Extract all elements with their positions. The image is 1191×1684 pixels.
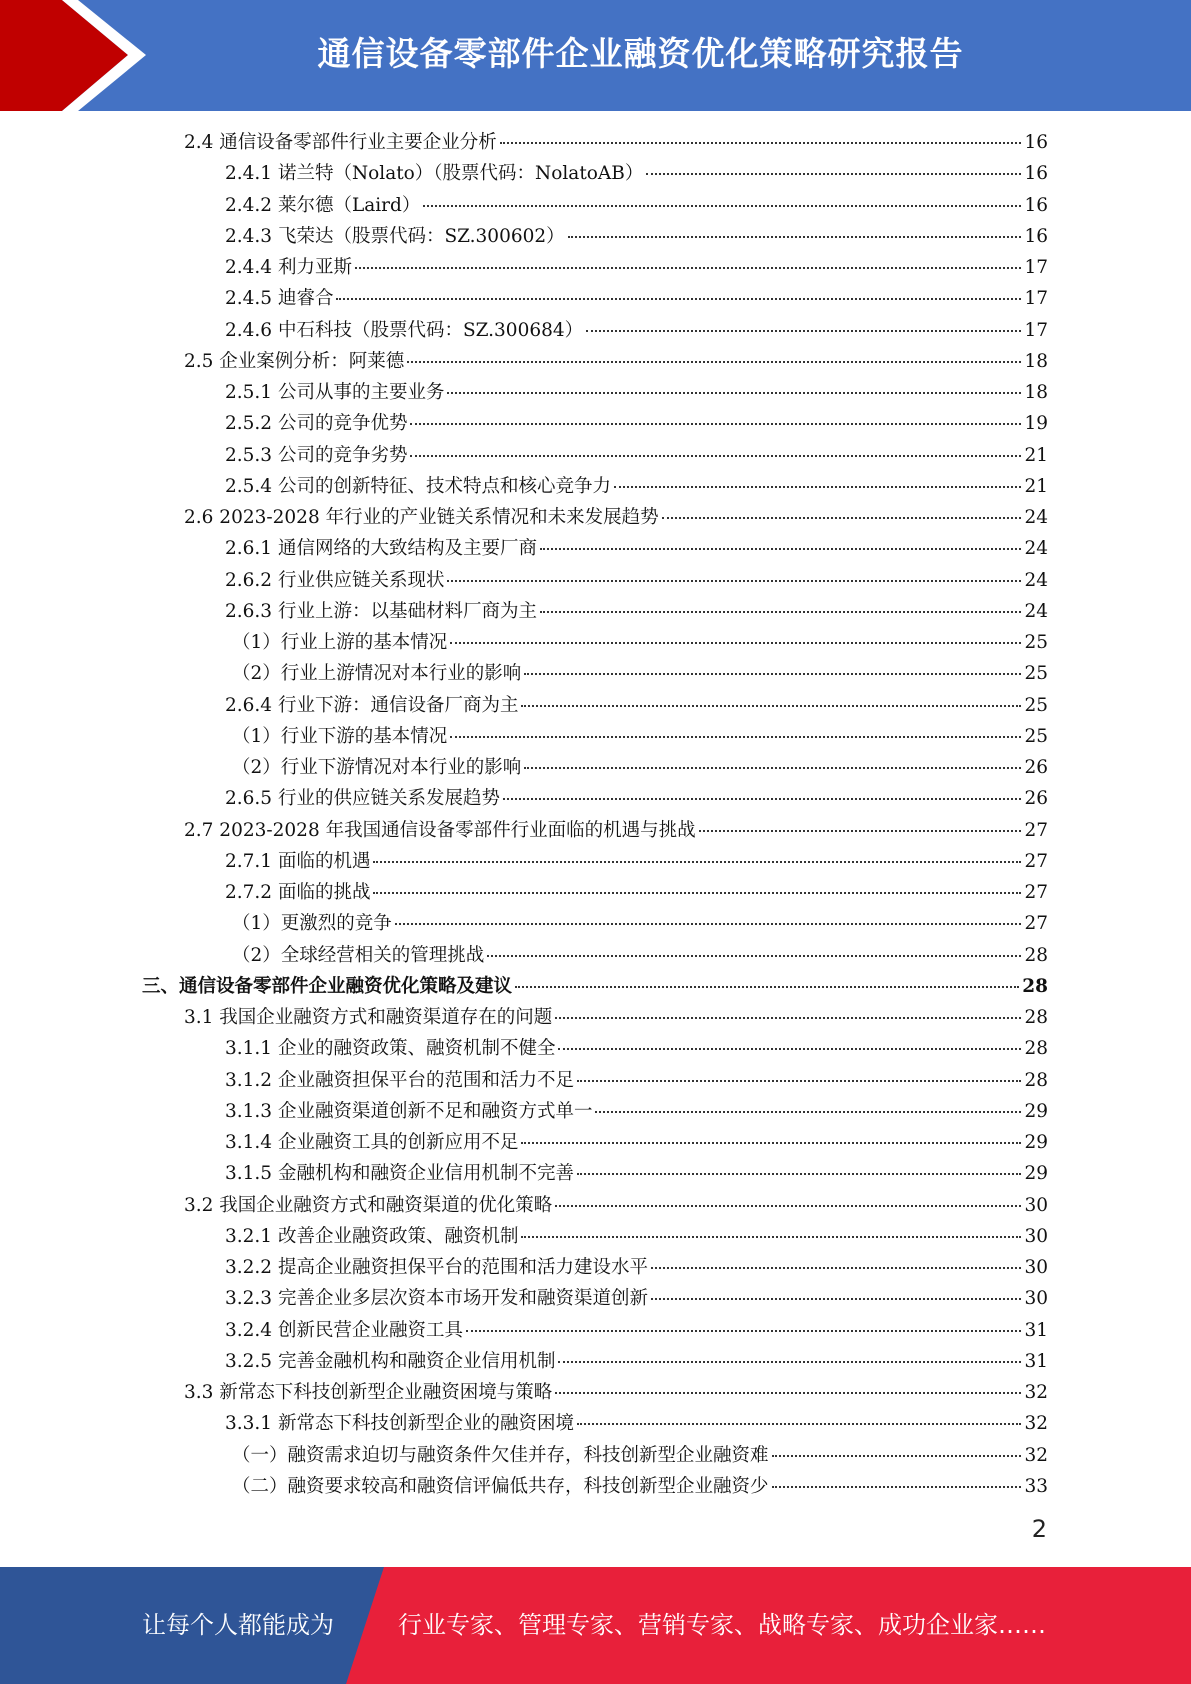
- toc-entry[interactable]: [225, 471, 1048, 502]
- toc-dot-leader: [447, 580, 1021, 582]
- toc-dot-leader: [595, 1111, 1021, 1113]
- page-number: 2: [1031, 1515, 1047, 1543]
- toc-entry-page: 25: [1024, 694, 1048, 716]
- toc-entry[interactable]: [225, 846, 1048, 877]
- toc-entry-label: 3.1.2 企业融资担保平台的范围和活力不足: [225, 1069, 574, 1091]
- toc-entry-page: 16: [1024, 163, 1048, 185]
- toc-dot-leader: [524, 767, 1021, 769]
- toc-entry[interactable]: [225, 283, 1048, 314]
- toc-entry-page: 17: [1024, 257, 1048, 278]
- toc-dot-leader: [555, 1017, 1021, 1019]
- toc-entry-page: 28: [1024, 1038, 1048, 1060]
- toc-entry[interactable]: [184, 1002, 1048, 1033]
- toc-dot-leader: [466, 1330, 1021, 1332]
- toc-entry[interactable]: [225, 158, 1048, 189]
- toc-entry-label: （1）更激烈的竞争: [232, 913, 392, 935]
- footer-slogan-left: 让每个人都能成为: [142, 1611, 334, 1639]
- toc-dot-leader: [515, 986, 1019, 988]
- page-header: [0, 0, 1191, 111]
- toc-entry[interactable]: [232, 721, 1048, 752]
- toc-dot-leader: [373, 892, 1021, 894]
- toc-entry-page: 28: [1024, 944, 1048, 966]
- toc-entry-label: （1）行业下游的基本情况: [232, 725, 448, 747]
- toc-entry-page: 28: [1022, 975, 1048, 997]
- toc-dot-leader: [521, 1236, 1021, 1238]
- toc-dot-leader: [555, 1205, 1021, 1207]
- toc-dot-leader: [651, 1298, 1021, 1300]
- toc-entry-label: 3.1.3 企业融资渠道创新不足和融资方式单一: [225, 1100, 593, 1122]
- toc-entry-page: 30: [1024, 1288, 1048, 1310]
- toc-entry-label: 2.4.2 莱尔德（Laird）: [225, 194, 421, 216]
- toc-entry-label: 3.2.1 改善企业融资政策、融资机制: [225, 1225, 519, 1247]
- toc-entry[interactable]: [142, 971, 1048, 1002]
- toc-dot-leader: [373, 861, 1021, 863]
- toc-dot-leader: [521, 705, 1021, 707]
- toc-dot-leader: [568, 236, 1022, 238]
- toc-entry[interactable]: [232, 1471, 1048, 1502]
- toc-dot-leader: [540, 548, 1021, 550]
- toc-entry[interactable]: [232, 940, 1048, 971]
- toc-dot-leader: [699, 830, 1022, 832]
- header-arrow-decoration: [0, 0, 160, 111]
- toc-entry-page: 30: [1024, 1257, 1048, 1278]
- toc-entry-label: 2.5.3 公司的竞争劣势: [225, 444, 408, 466]
- toc-dot-leader: [524, 673, 1021, 675]
- toc-entry-label: 3.1.1 企业的融资政策、融资机制不健全: [225, 1038, 556, 1060]
- toc-entry[interactable]: [225, 315, 1048, 346]
- toc-entry[interactable]: [184, 502, 1048, 533]
- toc-entry-label: 3.3.1 新常态下科技创新型企业的融资困境: [225, 1413, 574, 1435]
- toc-entry-page: 27: [1024, 850, 1048, 872]
- toc-entry[interactable]: [225, 1033, 1048, 1064]
- toc-dot-leader: [772, 1455, 1022, 1457]
- footer-slogan-right: 行业专家、管理专家、营销专家、战略专家、成功企业家……: [398, 1611, 1046, 1639]
- toc-entry-page: 18: [1024, 350, 1048, 372]
- toc-entry-label: 2.7.1 面临的机遇: [225, 850, 371, 872]
- toc-entry-page: 27: [1024, 819, 1048, 841]
- toc-dot-leader: [355, 267, 1022, 269]
- toc-dot-leader: [407, 361, 1021, 363]
- toc-entry[interactable]: [184, 1377, 1048, 1408]
- toc-entry[interactable]: [184, 815, 1048, 846]
- toc-entry-label: 3.3 新常态下科技创新型企业融资困境与策略: [184, 1382, 553, 1403]
- toc-entry[interactable]: [225, 1252, 1048, 1283]
- toc-dot-leader: [662, 517, 1022, 519]
- toc-dot-leader: [772, 1486, 1022, 1488]
- toc-entry[interactable]: [225, 1283, 1048, 1314]
- toc-dot-leader: [395, 923, 1022, 925]
- page-footer: [0, 1567, 1191, 1684]
- toc-dot-leader: [577, 1080, 1021, 1082]
- toc-entry[interactable]: [184, 1190, 1048, 1221]
- toc-entry-page: 32: [1024, 1444, 1048, 1466]
- toc-entry[interactable]: [225, 533, 1048, 564]
- toc-entry-label: 2.6.1 通信网络的大致结构及主要厂商: [225, 538, 537, 560]
- toc-entry[interactable]: [184, 127, 1048, 158]
- toc-entry-label: 3.2.4 创新民营企业融资工具: [225, 1319, 463, 1341]
- toc-entry-page: 24: [1024, 507, 1048, 528]
- toc-entry-label: 2.6.2 行业供应链关系现状: [225, 569, 445, 591]
- toc-entry[interactable]: [225, 440, 1048, 471]
- toc-entry-label: 3.1.5 金融机构和融资企业信用机制不完善: [225, 1163, 574, 1185]
- toc-entry-page: 24: [1024, 569, 1048, 591]
- toc-entry-label: 2.4.5 迪睿合: [225, 288, 334, 310]
- toc-dot-leader: [450, 736, 1021, 738]
- toc-entry-page: 30: [1024, 1194, 1048, 1216]
- toc-entry-page: 29: [1024, 1132, 1048, 1153]
- toc-entry-page: 16: [1024, 132, 1048, 153]
- toc-entry-label: 2.6.5 行业的供应链关系发展趋势: [225, 788, 500, 810]
- toc-entry-label: 2.5.4 公司的创新特征、技术特点和核心竞争力: [225, 475, 611, 497]
- toc-entry-label: 2.5 企业案例分析：阿莱德: [184, 350, 405, 372]
- toc-entry[interactable]: [225, 1096, 1048, 1127]
- toc-entry-label: 2.4.1 诺兰特（Nolato）（股票代码：NolatoAB）: [225, 163, 644, 185]
- toc-dot-leader: [447, 392, 1021, 394]
- toc-entry-label: 2.6 2023-2028 年行业的产业链关系情况和未来发展趋势: [184, 507, 659, 528]
- toc-dot-leader: [336, 298, 1021, 300]
- toc-entry[interactable]: [232, 627, 1048, 658]
- toc-entry-label: （二）融资要求较高和融资信评偏低共存，科技创新型企业融资少: [232, 1475, 769, 1497]
- toc-dot-leader: [555, 1392, 1021, 1394]
- toc-entry[interactable]: [225, 1221, 1048, 1252]
- toc-entry-label: 3.1 我国企业融资方式和融资渠道存在的问题: [184, 1007, 553, 1028]
- toc-entry[interactable]: [232, 658, 1048, 689]
- toc-dot-leader: [450, 642, 1021, 644]
- toc-entry[interactable]: [225, 690, 1048, 721]
- toc-entry-label: 2.5.2 公司的竞争优势: [225, 413, 408, 435]
- toc-entry-page: 17: [1024, 319, 1048, 341]
- toc-entry-page: 25: [1024, 663, 1048, 685]
- toc-dot-leader: [500, 142, 1022, 144]
- toc-entry[interactable]: [225, 1408, 1048, 1439]
- toc-dot-leader: [577, 1173, 1021, 1175]
- toc-entry-label: 2.6.3 行业上游：以基础材料厂商为主: [225, 600, 537, 622]
- toc-entry-page: 16: [1024, 194, 1048, 216]
- toc-entry[interactable]: [225, 877, 1048, 908]
- toc-entry[interactable]: [225, 565, 1048, 596]
- toc-entry-label: （2）行业下游情况对本行业的影响: [232, 757, 522, 778]
- toc-entry-label: 3.2.5 完善金融机构和融资企业信用机制: [225, 1350, 556, 1372]
- toc-entry[interactable]: [184, 346, 1048, 377]
- toc-dot-leader: [558, 1048, 1021, 1050]
- toc-entry[interactable]: [225, 377, 1048, 408]
- toc-entry-label: 2.7 2023-2028 年我国通信设备零部件行业面临的机遇与挑战: [184, 819, 696, 841]
- toc-dot-leader: [614, 486, 1021, 488]
- toc-entry-page: 33: [1024, 1475, 1048, 1497]
- toc-entry-page: 31: [1024, 1319, 1048, 1341]
- toc-entry-page: 24: [1024, 600, 1048, 622]
- toc-dot-leader: [558, 1361, 1021, 1363]
- toc-entry[interactable]: [225, 408, 1048, 439]
- toc-dot-leader: [651, 1267, 1021, 1269]
- toc-entry-label: 3.2.3 完善企业多层次资本市场开发和融资渠道创新: [225, 1288, 648, 1310]
- toc-entry[interactable]: [225, 1315, 1048, 1346]
- toc-entry[interactable]: [225, 783, 1048, 814]
- toc-entry-label: 3.2.2 提高企业融资担保平台的范围和活力建设水平: [225, 1257, 648, 1278]
- toc-dot-leader: [503, 798, 1021, 800]
- toc-entry-page: 32: [1024, 1382, 1048, 1403]
- toc-entry-label: 2.4.3 飞荣达（股票代码：SZ.300602）: [225, 225, 565, 247]
- toc-entry-page: 26: [1024, 788, 1048, 810]
- toc-entry-label: 2.4 通信设备零部件行业主要企业分析: [184, 132, 497, 153]
- toc-entry-page: 31: [1024, 1350, 1048, 1372]
- toc-dot-leader: [423, 205, 1021, 207]
- toc-entry-page: 28: [1024, 1069, 1048, 1091]
- toc-entry[interactable]: [225, 1065, 1048, 1096]
- toc-entry-label: 2.4.6 中石科技（股票代码：SZ.300684）: [225, 319, 584, 341]
- toc-entry-page: 16: [1024, 225, 1048, 247]
- toc-dot-leader: [410, 423, 1021, 425]
- toc-entry-page: 30: [1024, 1225, 1048, 1247]
- toc-entry[interactable]: [225, 1127, 1048, 1158]
- toc-entry-page: 27: [1024, 913, 1048, 935]
- toc-entry-page: 21: [1024, 444, 1048, 466]
- toc-entry-page: 18: [1024, 382, 1048, 403]
- toc-entry-page: 21: [1024, 475, 1048, 497]
- toc-entry-label: 2.7.2 面临的挑战: [225, 882, 371, 903]
- toc-entry-page: 17: [1024, 288, 1048, 310]
- toc-dot-leader: [586, 330, 1021, 332]
- toc-entry-page: 29: [1024, 1163, 1048, 1185]
- toc-entry-label: 2.5.1 公司从事的主要业务: [225, 382, 445, 403]
- toc-entry-label: （1）行业上游的基本情况: [232, 632, 448, 653]
- report-title: 通信设备零部件企业融资优化策略研究报告: [317, 34, 964, 73]
- toc-entry-page: 25: [1024, 632, 1048, 653]
- toc-entry[interactable]: [225, 1158, 1048, 1189]
- toc-entry[interactable]: [225, 252, 1048, 283]
- toc-entry-page: 32: [1024, 1413, 1048, 1435]
- toc-entry[interactable]: [225, 1346, 1048, 1377]
- toc-entry[interactable]: [232, 1440, 1048, 1471]
- toc-dot-leader: [646, 173, 1021, 175]
- toc-entry-label: 3.1.4 企业融资工具的创新应用不足: [225, 1132, 519, 1153]
- toc-entry-page: 24: [1024, 538, 1048, 560]
- toc-entry-label: （2）全球经营相关的管理挑战: [232, 944, 485, 966]
- toc-dot-leader: [487, 955, 1021, 957]
- toc-dot-leader: [410, 455, 1021, 457]
- toc-entry-label: 2.4.4 利力亚斯: [225, 257, 352, 278]
- toc-entry-label: 三、通信设备零部件企业融资优化策略及建议: [142, 975, 513, 997]
- toc-entry[interactable]: [232, 752, 1048, 783]
- toc-entry-page: 27: [1024, 882, 1048, 903]
- toc-entry[interactable]: [225, 190, 1048, 221]
- toc-entry-label: （2）行业上游情况对本行业的影响: [232, 663, 522, 685]
- toc-entry-label: 3.2 我国企业融资方式和融资渠道的优化策略: [184, 1194, 553, 1216]
- toc-dot-leader: [521, 1142, 1021, 1144]
- toc-entry-page: 29: [1024, 1100, 1048, 1122]
- toc-entry-page: 19: [1024, 413, 1048, 435]
- toc-entry-page: 26: [1024, 757, 1048, 778]
- toc-entry[interactable]: [225, 221, 1048, 252]
- toc-entry-label: 2.6.4 行业下游：通信设备厂商为主: [225, 694, 519, 716]
- toc-dot-leader: [540, 611, 1021, 613]
- toc-entry-page: 25: [1024, 725, 1048, 747]
- toc-entry-page: 28: [1024, 1007, 1048, 1028]
- toc-dot-leader: [577, 1423, 1021, 1425]
- toc-entry[interactable]: [232, 908, 1048, 939]
- toc-entry[interactable]: [225, 596, 1048, 627]
- toc-entry-label: （一）融资需求迫切与融资条件欠佳并存，科技创新型企业融资难: [232, 1444, 769, 1466]
